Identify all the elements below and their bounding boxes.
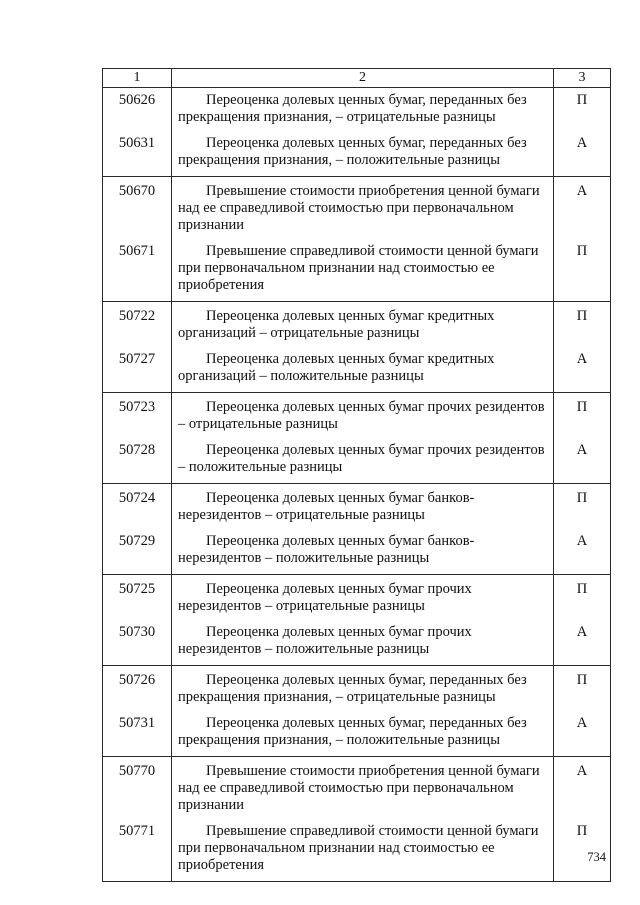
account-name: Переоценка долевых ценных бумаг банков-нерезидентов – отрицательные разницы — [172, 484, 554, 525]
account-type: П — [554, 666, 611, 707]
account-name: Переоценка долевых ценных бумаг прочих резидентов – положительные разницы — [172, 433, 554, 484]
column-header-1: 1 — [103, 69, 172, 88]
table-row-group — [103, 757, 611, 882]
table-row-group — [103, 393, 611, 484]
account-code: 50671 — [103, 234, 172, 302]
account-type: П — [554, 484, 611, 525]
account-type: П — [554, 88, 611, 127]
account-code: 50730 — [103, 615, 172, 666]
account-name: Переоценка долевых ценных бумаг прочих нерезидентов – положительные разницы — [172, 615, 554, 666]
table-row — [103, 393, 611, 434]
account-type: А — [554, 524, 611, 575]
column-header-3: 3 — [554, 69, 611, 88]
table-row — [103, 177, 611, 235]
table-header — [103, 69, 611, 88]
table-row-group — [103, 575, 611, 666]
account-code: 50626 — [103, 88, 172, 127]
account-name: Превышение стоимости приобретения ценной бумаги над ее справедливой стоимостью при первоначальном признании — [172, 177, 554, 235]
table-row — [103, 575, 611, 616]
table-row — [103, 88, 611, 127]
account-code: 50723 — [103, 393, 172, 434]
account-name: Переоценка долевых ценных бумаг кредитных организаций – положительные разницы — [172, 342, 554, 393]
account-type: А — [554, 706, 611, 757]
account-name: Превышение справедливой стоимости ценной бумаги при первоначальном признании над стоимостью ее приобретения — [172, 814, 554, 882]
table-row — [103, 814, 611, 882]
table-row — [103, 524, 611, 575]
account-code: 50731 — [103, 706, 172, 757]
account-code: 50771 — [103, 814, 172, 882]
account-code: 50722 — [103, 302, 172, 343]
account-name: Переоценка долевых ценных бумаг, переданных без прекращения признания, – положительные разницы — [172, 706, 554, 757]
account-name: Переоценка долевых ценных бумаг кредитных организаций – отрицательные разницы — [172, 302, 554, 343]
table-row — [103, 615, 611, 666]
account-name: Переоценка долевых ценных бумаг прочих нерезидентов – отрицательные разницы — [172, 575, 554, 616]
account-name: Переоценка долевых ценных бумаг, переданных без прекращения признания, – отрицательные разницы — [172, 88, 554, 127]
account-code: 50728 — [103, 433, 172, 484]
page-number: 734 — [587, 850, 606, 864]
account-type: П — [554, 234, 611, 302]
account-name: Переоценка долевых ценных бумаг банков-нерезидентов – положительные разницы — [172, 524, 554, 575]
account-name: Переоценка долевых ценных бумаг, переданных без прекращения признания, – положительные разницы — [172, 126, 554, 177]
table-row-group — [103, 484, 611, 575]
table-row — [103, 757, 611, 815]
account-type: А — [554, 126, 611, 177]
account-type: А — [554, 433, 611, 484]
account-name: Переоценка долевых ценных бумаг, переданных без прекращения признания, – отрицательные разницы — [172, 666, 554, 707]
account-type: А — [554, 615, 611, 666]
account-code: 50726 — [103, 666, 172, 707]
account-type: А — [554, 177, 611, 235]
account-type: П — [554, 393, 611, 434]
table-row-group — [103, 302, 611, 393]
table-row-group — [103, 177, 611, 302]
account-name: Переоценка долевых ценных бумаг прочих резидентов – отрицательные разницы — [172, 393, 554, 434]
column-header-2: 2 — [172, 69, 554, 88]
account-type: П — [554, 302, 611, 343]
account-type: П — [554, 814, 611, 882]
account-type: А — [554, 757, 611, 815]
account-name: Превышение стоимости приобретения ценной бумаги над ее справедливой стоимостью при первоначальном признании — [172, 757, 554, 815]
account-code: 50670 — [103, 177, 172, 235]
table-row — [103, 706, 611, 757]
table-row — [103, 234, 611, 302]
table-row — [103, 126, 611, 177]
account-code: 50724 — [103, 484, 172, 525]
account-type: А — [554, 342, 611, 393]
table-row — [103, 302, 611, 343]
table-row — [103, 433, 611, 484]
accounts-table — [102, 68, 611, 882]
account-code: 50725 — [103, 575, 172, 616]
table-row — [103, 484, 611, 525]
account-name: Превышение справедливой стоимости ценной бумаги при первоначальном признании над стоимостью ее приобретения — [172, 234, 554, 302]
account-code: 50631 — [103, 126, 172, 177]
table-row-group — [103, 666, 611, 757]
account-code: 50770 — [103, 757, 172, 815]
header-row — [103, 69, 611, 88]
account-code: 50729 — [103, 524, 172, 575]
account-type: П — [554, 575, 611, 616]
table-row — [103, 666, 611, 707]
table-row-group — [103, 88, 611, 177]
table-row — [103, 342, 611, 393]
account-code: 50727 — [103, 342, 172, 393]
